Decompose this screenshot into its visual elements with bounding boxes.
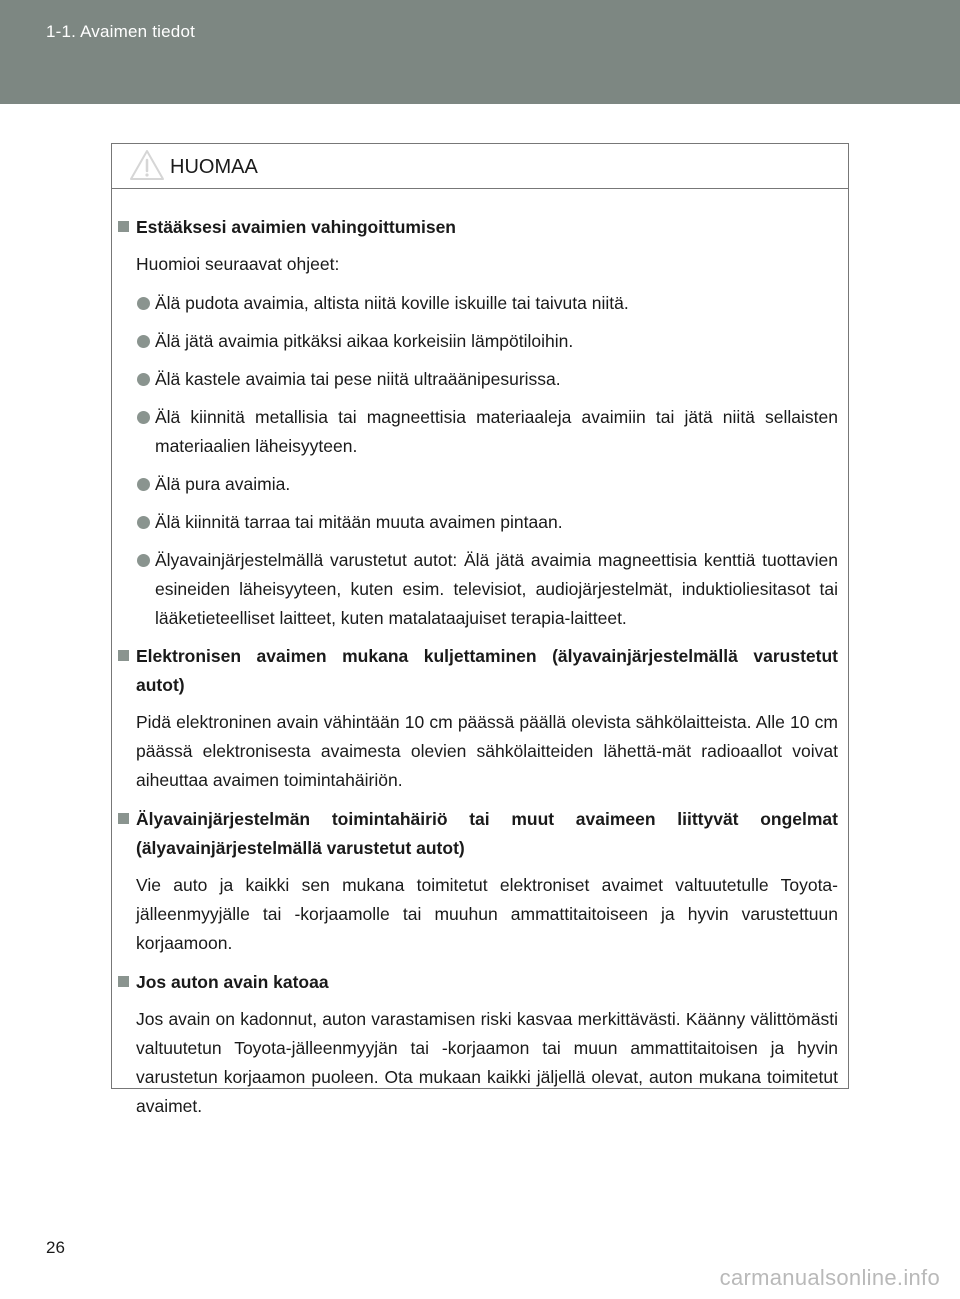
square-bullet-icon — [118, 976, 129, 987]
section-heading — [112, 213, 838, 242]
notice-box — [111, 143, 849, 1116]
list-item — [112, 365, 838, 394]
list-item — [112, 403, 838, 461]
list-item — [112, 327, 838, 356]
section-heading — [112, 805, 838, 863]
page-number: 26 — [46, 1238, 65, 1257]
section-heading — [112, 642, 838, 700]
square-bullet-icon — [118, 650, 129, 661]
list-item-text: Älä kiinnitä metallisia tai magneettisia materiaaleja avaimiin tai jätä niitä sellaisten materiaalien läheisyyteen. — [155, 407, 838, 456]
list-item-text: Älä kiinnitä tarraa tai mitään muuta avaimen pintaan. — [155, 512, 563, 532]
section-heading-text: Älyavainjärjestelmän toimintahäiriö tai muut avaimeen liittyvät ongelmat (älyavainjärjestelmällä varustetut autot) — [136, 809, 838, 858]
list-item-text: Älä pura avaimia. — [155, 474, 291, 494]
notice-header — [112, 144, 848, 189]
list-item — [112, 289, 838, 318]
list-item — [112, 508, 838, 537]
section-intro: Huomioi seuraavat ohjeet: — [136, 254, 340, 274]
section-text: Vie auto ja kaikki sen mukana toimitetut elektroniset avaimet valtuutetulle Toyota-jälleenmyyjälle tai -korjaamolle tai muuhun ammattitaitoiseen ja hyvin varustettuun korjaamoon. — [136, 875, 838, 953]
list-item-text: Älä pudota avaimia, altista niitä koville iskuille tai taivuta niitä. — [155, 293, 629, 313]
circle-bullet-icon — [137, 373, 150, 386]
notice-body — [112, 189, 848, 1121]
circle-bullet-icon — [137, 335, 150, 348]
bullet-list — [112, 289, 838, 633]
list-item — [112, 470, 838, 499]
watermark: carmanualsonline.info — [719, 1265, 940, 1290]
square-bullet-icon — [118, 813, 129, 824]
section-text: Jos avain on kadonnut, auton varastamisen riski kasvaa merkittävästi. Käänny välittömästi valtuutetun Toyota-jälleenmyyjän tai -korjaamon tai muun ammattitaitoisen ja hyvin varustetun korjaamon puoleen. Ota mukaan kaikki jäljellä olevat, auton mukana toimitetut avaimet. — [136, 1009, 838, 1116]
section-text: Pidä elektroninen avain vähintään 10 cm päässä päällä olevista sähkölaitteista. Alle 10 cm päässä elektronisesta avaimesta olevien sähkölaitteiden lähettä-mät radioaallot voivat aiheuttaa avaimen toimintahäiriön. — [136, 712, 838, 790]
circle-bullet-icon — [137, 411, 150, 424]
section-heading-text: Elektronisen avaimen mukana kuljettaminen (älyavainjärjestelmällä varustetut autot) — [136, 646, 838, 695]
list-item-text: Älä jätä avaimia pitkäksi aikaa korkeisiin lämpötiloihin. — [155, 331, 574, 351]
circle-bullet-icon — [137, 516, 150, 529]
section-heading — [112, 968, 838, 997]
header-band — [0, 0, 960, 104]
notice-title: HUOMAA — [170, 156, 258, 178]
circle-bullet-icon — [137, 554, 150, 567]
list-item — [112, 546, 838, 633]
section-heading-text: Estääksesi avaimien vahingoittumisen — [136, 217, 456, 237]
section-heading-text: Jos auton avain katoaa — [136, 972, 329, 992]
list-item-text: Älyavainjärjestelmällä varustetut autot: Älä jätä avaimia magneettisia kenttiä tuottavien esineiden läheisyyteen, kuten esim. televisiot, audiojärjestelmät, induktioliesitasot tai lääketieteelliset laitteet, kuten matalataajuiset terapia-laitteet. — [155, 550, 838, 628]
list-item-text: Älä kastele avaimia tai pese niitä ultraäänipesurissa. — [155, 369, 561, 389]
square-bullet-icon — [118, 221, 129, 232]
circle-bullet-icon — [137, 297, 150, 310]
section-title: 1-1. Avaimen tiedot — [46, 22, 196, 41]
warning-triangle-icon — [129, 149, 165, 181]
circle-bullet-icon — [137, 478, 150, 491]
